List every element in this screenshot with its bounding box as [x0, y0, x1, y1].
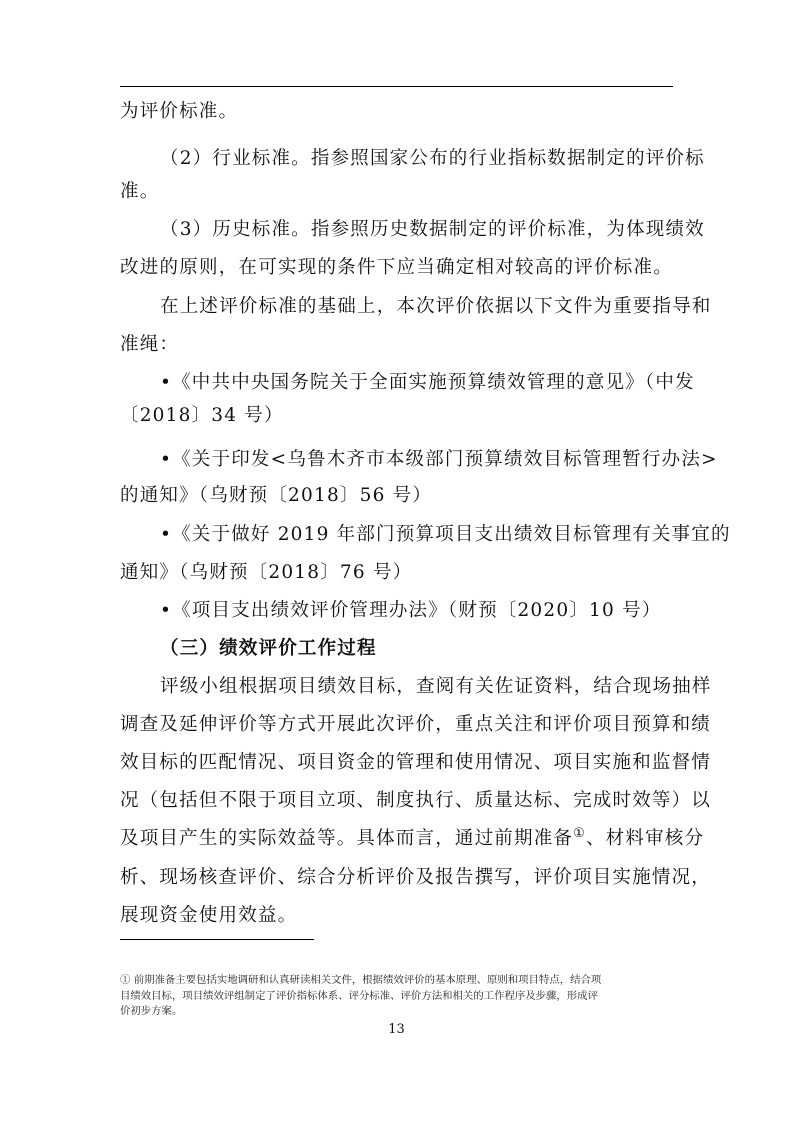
- text-line: 为评价标准。: [120, 101, 239, 122]
- page-number: 13: [388, 1022, 405, 1037]
- text-line: 调查及延伸评价等方式开展此次评价，重点关注和评价项目预算和绩: [120, 714, 712, 735]
- text-line: •《项目支出绩效评价管理办法》（财预〔2020〕10 号）: [160, 600, 662, 621]
- footnote-line: 目绩效目标，项目绩效评组制定了评价指标体系、评分标准、评价方法和相关的工作程序及步骤，形成评: [120, 990, 598, 1002]
- text-segment: 及项目产生的实际效益等。具体而言，通过前期准备: [120, 828, 574, 849]
- text-line: 在上述评价标准的基础上，本次评价依据以下文件为重要指导和: [160, 296, 712, 317]
- text-line: 析、现场核查评价、综合分析评价及报告撰写，评价项目实施情况，: [120, 867, 712, 888]
- text-line: 通知》（乌财预〔2018〕76 号）: [120, 562, 413, 583]
- text-line: 的通知》（乌财预〔2018〕56 号）: [120, 485, 433, 506]
- text-line: 改进的原则，在可实现的条件下应当确定相对较高的评价标准。: [120, 257, 673, 278]
- text-line: 况（包括但不限于项目立项、制度执行、质量达标、完成时效等）以: [120, 790, 712, 811]
- text-line: （3）历史标准。指参照历史数据制定的评价标准，为体现绩效: [160, 219, 705, 240]
- text-line: 准。: [120, 181, 160, 202]
- footnote-rule: [120, 939, 314, 940]
- text-line: •《关于印发<乌鲁木齐市本级部门预算绩效目标管理暂行办法>: [160, 449, 718, 470]
- header-rule: [120, 86, 673, 87]
- footnote-line: ① 前期准备主要包括实地调研和认真研读相关文件，根据绩效评价的基本原理、原则和项目特点，结合项: [120, 974, 602, 986]
- text-line: （2）行业标准。指参照国家公布的行业指标数据制定的评价标: [160, 148, 705, 169]
- footnote-marker[interactable]: ①: [573, 825, 586, 841]
- section-heading: （三）绩效评价工作过程: [160, 638, 377, 659]
- text-line: •《关于做好 2019 年部门预算项目支出绩效目标管理有关事宜的: [160, 524, 731, 545]
- text-line: 展现资金使用效益。: [120, 905, 298, 926]
- footnote-line: 价初步方案。: [120, 1005, 183, 1017]
- text-segment: 、材料审核分: [585, 828, 705, 849]
- text-line: 〔2018〕34 号）: [120, 405, 284, 426]
- text-line: 效目标的匹配情况、项目资金的管理和使用情况、项目实施和监督情: [120, 752, 712, 773]
- text-line: 准绳：: [120, 334, 180, 355]
- text-line: 评级小组根据项目绩效目标，查阅有关佐证资料，结合现场抽样: [160, 676, 712, 697]
- text-line: •《中共中央国务院关于全面实施预算绩效管理的意见》（中发: [160, 372, 695, 393]
- text-line: [120, 825, 705, 851]
